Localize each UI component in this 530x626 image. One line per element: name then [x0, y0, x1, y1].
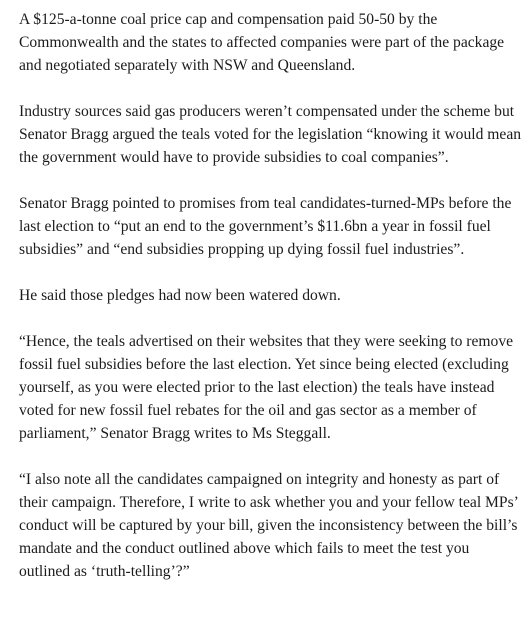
article-paragraph: Senator Bragg pointed to promises from teal candidates-turned-MPs before the last election to “put an end to the government’s $11.6bn a year in fossil fuel subsidies” and “end subsidies propping up dying fossil fuel industries”. — [19, 195, 512, 258]
article-paragraph: “Hence, the teals advertised on their websites that they were seeking to remove fossil fuel subsidies before the last election. Yet since being elected (excluding yourself, as you were elected prior to the last election) the teals have instead voted for new fossil fuel rebates for the oil and gas sector as a member of parliament,” Senator Bragg writes to Ms Steggall. — [19, 333, 514, 442]
article-paragraph: A $125-a-tonne coal price cap and compensation paid 50-50 by the Commonwealth and the states to affected companies were part of the package and negotiated separately with NSW and Queensland. — [19, 11, 505, 74]
article-paragraph: “I also note all the candidates campaigned on integrity and honesty as part of their campaign. Therefore, I write to ask whether you and your fellow teal MPs’ conduct will be captured by your bill, given the inconsistency between the bill’s mandate and the conduct outlined above which fails to meet the test you outlined as ‘truth-telling’?” — [19, 471, 518, 580]
article-paragraph: He said those pledges had now been watered down. — [19, 287, 341, 304]
article-paragraph: Industry sources said gas producers weren’t compensated under the scheme but Senator Bragg argued the teals voted for the legislation “knowing it would mean the government would have to provide subsidies to coal companies”. — [19, 103, 522, 166]
